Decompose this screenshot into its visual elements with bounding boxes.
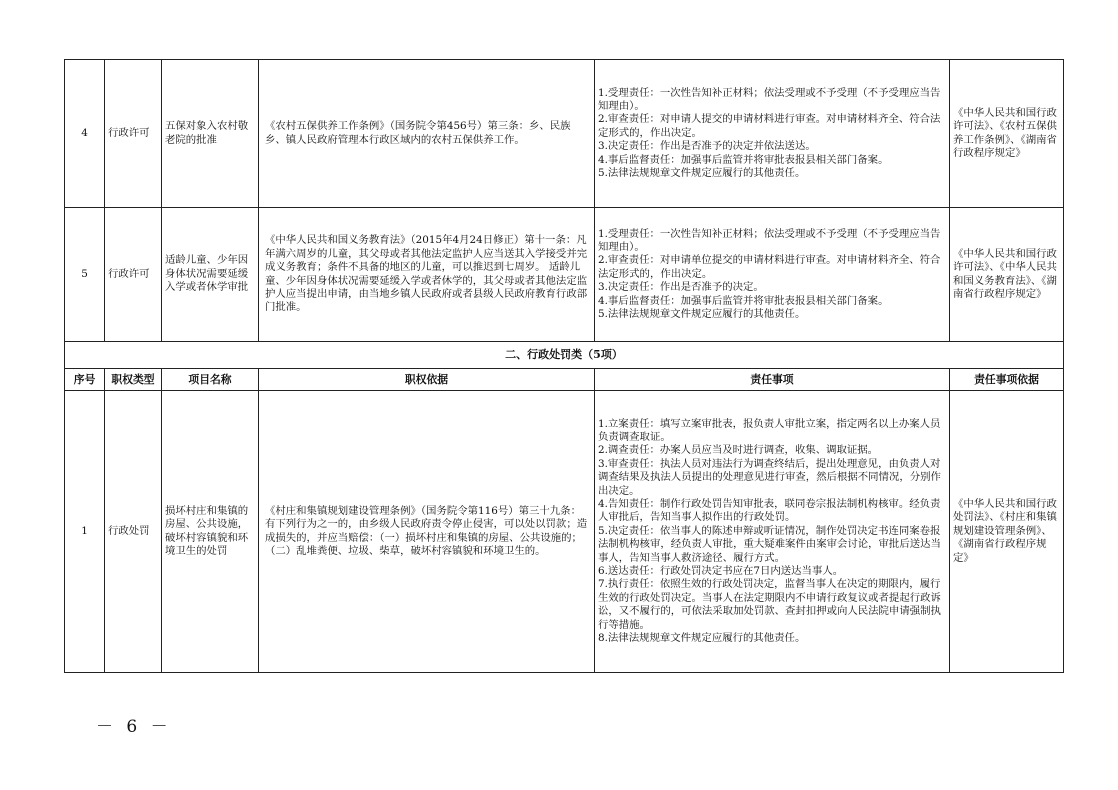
row-number: 4 (65, 60, 105, 208)
responsibility-table (64, 59, 1064, 673)
duty-list (595, 391, 950, 673)
item-name: 五保对象入农村敬老院的批准 (162, 60, 259, 208)
power-basis: 《村庄和集镇规划建设管理条例》（国务院令第116号）第三十九条：有下列行为之一的，由乡级人民政府责令停止侵害，可以处以罚款；造成损失的，并应当赔偿：（一）损坏村庄和集镇的房屋、公共设施的；（二）乱堆粪便、垃圾、柴草，破坏村容镇貌和环境卫生的。 (259, 391, 595, 673)
duty-item: 2.审查责任：对申请单位提交的申请材料进行审查。对申请材料齐全、符合法定形式的，作出决定。 (598, 254, 941, 280)
duty-item: 3.决定责任：作出是否准予的决定并依法送达。 (598, 140, 816, 153)
duty-basis: 《中华人民共和国行政许可法》、《中华人民共和国义务教育法》、《湖南省行政程序规定》 (950, 208, 1064, 342)
page-number: － 6 － (96, 717, 172, 737)
duty-item: 3.审查责任：执法人员对违法行为调查终结后，提出处理意见，由负责人对调查结果及执法人员提出的处理意见进行审查，然后根据不同情况，分别作出决定。 (598, 457, 941, 497)
header-no: 序号 (65, 369, 105, 391)
header-duty-basis: 责任事项依据 (950, 369, 1064, 391)
duty-item: 5.法律法规规章文件规定应履行的其他责任。 (598, 167, 806, 180)
row-number: 5 (65, 208, 105, 342)
duty-item: 3.决定责任：作出是否准予的决定。 (598, 281, 764, 294)
duty-basis: 《中华人民共和国行政处罚法》、《村庄和集镇规划建设管理条例》、《湖南省行政程序规定》 (950, 391, 1064, 673)
duty-item: 1.受理责任：一次性告知补正材料；依法受理或不予受理（不予受理应当告知理由）。 (598, 227, 941, 253)
duty-item: 7.执行责任：依照生效的行政处罚决定，监督当事人在决定的期限内，履行生效的行政处罚决定。当事人在法定期限内不申请行政复议或者提起行政诉讼，又不履行的，可依法采取加处罚款、查封扣押或向人民法院申请强制执行等措施。 (598, 578, 941, 631)
duty-item: 2.审查责任：对申请人提交的申请材料进行审查。对申请材料齐全、符合法定形式的，作出决定。 (598, 113, 941, 139)
duty-item: 6.送达责任：行政处罚决定书应在7日内送达当事人。 (598, 565, 844, 578)
duty-item: 2.调查责任：办案人员应当及时进行调查，收集、调取证据。 (598, 444, 879, 457)
duty-list (595, 60, 950, 208)
duty-item: 8.法律法规规章文件规定应履行的其他责任。 (598, 632, 806, 645)
section-title: 二、行政处罚类（5项） (65, 342, 1064, 369)
row-number: 1 (65, 391, 105, 673)
duty-item: 4.告知责任：制作行政处罚告知审批表，联同卷宗报法制机构核审。经负责人审批后，告知当事人拟作出的行政处罚。 (598, 497, 941, 524)
header-name: 项目名称 (162, 369, 259, 391)
duty-list (595, 208, 950, 342)
duty-item: 4.事后监督责任：加强事后监管并将审批表报县相关部门备案。 (598, 153, 889, 166)
duty-item: 5.决定责任：依当事人的陈述申辩或听证情况，制作处罚决定书连同案卷报法制机构核审，经负责人审批，重大疑难案件由案审会讨论，审批后送达当事人，告知当事人救济途径、履行方式。 (598, 524, 941, 564)
power-basis: 《农村五保供养工作条例》（国务院令第456号）第三条：乡、民族乡、镇人民政府管理本行政区域内的农村五保供养工作。 (259, 60, 595, 208)
duty-item: 1.立案责任：填写立案审批表，报负责人审批立案，指定两名以上办案人员负责调查取证。 (598, 417, 941, 443)
power-type: 行政处罚 (105, 391, 162, 673)
header-row (65, 369, 1064, 391)
section-row (65, 342, 1064, 369)
item-name: 适龄儿童、少年因身体状况需要延缓入学或者休学审批 (162, 208, 259, 342)
table-row (65, 60, 1064, 208)
item-name: 损坏村庄和集镇的房屋、公共设施，破坏村容镇貌和环境卫生的处罚 (162, 391, 259, 673)
duty-item: 5.法律法规规章文件规定应履行的其他责任。 (598, 308, 806, 321)
table-row (65, 208, 1064, 342)
duty-item: 1.受理责任：一次性告知补正材料；依法受理或不予受理（不予受理应当告知理由）。 (598, 86, 941, 112)
header-basis: 职权依据 (259, 369, 595, 391)
table-row (65, 391, 1064, 673)
power-basis: 《中华人民共和国义务教育法》（2015年4月24日修正）第十一条：凡年满六周岁的儿童，其父母或者其他法定监护人应当送其入学接受并完成义务教育；条件不具备的地区的儿童，可以推迟到七周岁。 适龄儿童、少年因身体状况需要延缓入学或者休学的，其父母或者其他法定监护人应当提出申请，由当地乡镇人民政府或者县级人民政府教育行政部门批准。 (259, 208, 595, 342)
duty-basis: 《中华人民共和国行政许可法》、《农村五保供养工作条例》、《湖南省行政程序规定》 (950, 60, 1064, 208)
power-type: 行政许可 (105, 208, 162, 342)
power-type: 行政许可 (105, 60, 162, 208)
duty-item: 4.事后监督责任：加强事后监管并将审批表报县相关部门备案。 (598, 294, 889, 307)
header-duties: 责任事项 (595, 369, 950, 391)
header-type: 职权类型 (105, 369, 162, 391)
